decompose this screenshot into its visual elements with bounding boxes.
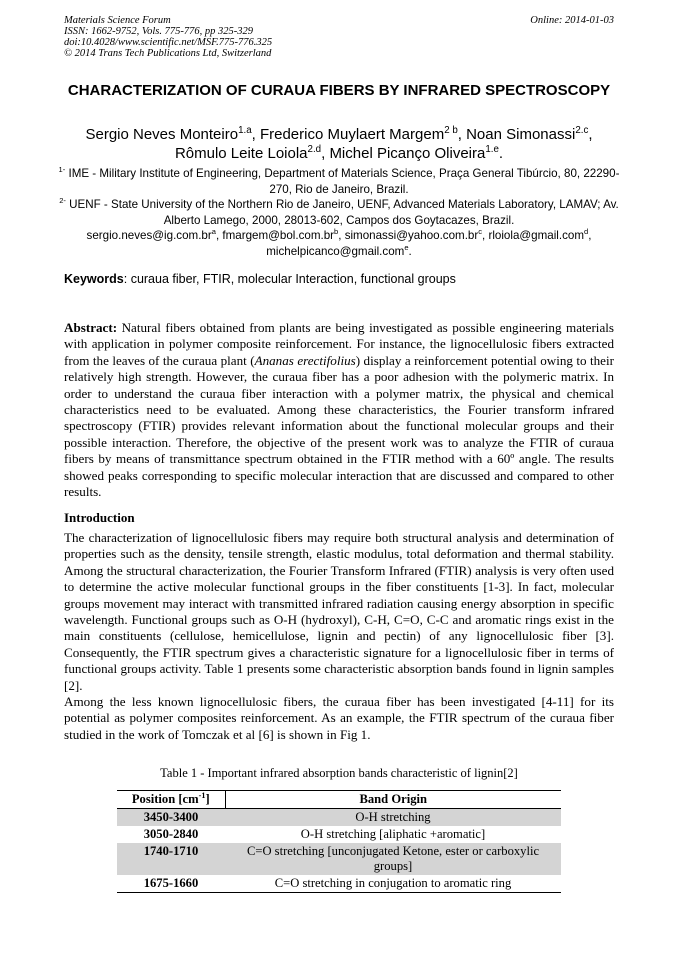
copyright: © 2014 Trans Tech Publications Ltd, Switzerland xyxy=(64,48,272,59)
email-link[interactable]: $sergio.neves@ig.com.br^a$ xyxy=(86,227,216,242)
journal-name: Materials Science Forum xyxy=(64,15,171,26)
affiliation-1: $^{1-}$ IME - Military Institute of Engineering, Department of Materials Science, Praça General Tibúrcio, 80, 22290-270, Rio de Janeiro, Brazil. xyxy=(58,165,620,196)
introduction-paragraph-2: Among the less known lignocellulosic fibers, the curaua fiber has been investigated [4-11] for its potential as polymer composites reinforcement. As an example, the FTIR spectrum of the curaua fiber studied in the work of Tomczak et al [6] is shown in Fig 1. xyxy=(64,694,614,742)
table-header-row xyxy=(117,791,561,809)
abstract: Abstract: Natural fibers obtained from plants are being investigated as possible engineering materials with application in polymer composite reinforcement. For instance, the lignocellulosic fibers extracted from the leaves of the curaua plant (Ananas erectifolius) display a reinforcement potential owing to their relatively high strength. However, the curaua fiber has a poor adhesion with the polymeric matrix. In order to understand the curaua fiber interaction with a polymer matrix, the physical and chemical characteristics need to be evaluated. Among these characteristics, the Fourier transform infrared spectroscopy (FTIR) provides relevant information about the functional molecular groups and their possible interaction. Therefore, the objective of the present work was to analyze the FTIR of curaua fibers by means of transmittance spectrum obtained in the FTIR method with a 60º angle. The results showed peaks corresponding to specific molecular interaction that are discussed and compared to other results. xyxy=(64,320,614,500)
author: Rômulo Leite Loiola$^{2.d}$, xyxy=(174,144,330,162)
table-caption: Table 1 - Important infrared absorption bands characteristic of lignin[2] xyxy=(160,766,518,780)
author: Frederico Muylaert Margem$^{2 b}$, xyxy=(259,125,467,143)
introduction-heading: Introduction xyxy=(64,510,135,525)
absorption-bands-table xyxy=(117,790,561,893)
author: Noan Simonassi$^{2.c}$, xyxy=(466,125,593,143)
paper-title: CHARACTERIZATION OF CURAUA FIBERS BY INFRARED SPECTROSCOPY xyxy=(67,82,611,99)
author: Michel Picanço Oliveira$^{1.e}$. xyxy=(329,144,504,162)
issn: ISSN: 1662-9752, Vols. 775-776, pp 325-329 xyxy=(64,26,253,37)
column-header-band-origin: Band Origin xyxy=(225,791,561,809)
affiliations xyxy=(54,166,624,259)
column-header-position: Position $[cm^{-1}]$ xyxy=(117,791,225,809)
keywords: Keywords: curaua fiber, FTIR, molecular Interaction, functional groups xyxy=(64,272,456,286)
affiliation-2: $^{2-}$ UENF - State University of the Northern Rio de Janeiro, UENF, Advanced Materials Laboratory, LAMAV; Av. Alberto Lamego, 2000, 28013-602, Campos dos Goytacazes, Brazil. xyxy=(59,196,619,227)
email-link[interactable]: $fmargem@bol.com.br^b$ xyxy=(222,227,339,242)
table-row: 3050-2840 O-H stretching [aliphatic +aromatic] xyxy=(143,827,486,841)
doi: doi:10.4028/www.scientific.net/MSF.775-776.325 xyxy=(64,37,273,48)
introduction-paragraph-1: The characterization of lignocellulosic fibers may require both structural analysis and determination of properties such as the density, tensile strength, elastic modulus, total deformation and thermal stability. Among the structural characterization, the Fourier Transform Infrared (FTIR) analysis is very often used to determine the active molecular functional groups in the fiber constituents [1-3]. In fact, molecular groups movement may interact with transmitted infrared radiation causing energy absorption in specific wavelength. Functional groups such as O-H (hydroxyl), C-H, C=O, C-C and aromatic rings exist in the main constituents (cellulose, hemicellulose, lignin and pectin) of any lignocellulosic fiber [3]. Consequently, the FTIR spectrum gives a characteristic signature for a lignocellulosic fiber in terms of functional groups activity. Table 1 presents some characteristic absorption bands found in lignin samples [2]. xyxy=(64,530,614,693)
author: Sergio Neves Monteiro$^{1.a}$, xyxy=(85,125,260,143)
emails: $sergio.neves@ig.com.br^a$, $fmargem@bol.com.br^b$, $simonassi@yahoo.com.br^c$, rloiola@gmail.com$^d$, michelpicanco@gmail.com$^e$. xyxy=(86,227,592,258)
journal-header xyxy=(64,15,272,59)
table-row: 1740-1710 C=O stretching [unconjugated Ketone, ester or carboxylic groups] xyxy=(117,843,561,875)
email-link[interactable]: $simonassi@yahoo.com.br^c$ xyxy=(344,227,483,242)
email-link[interactable]: michelpicanco@gmail.com$^e$ xyxy=(266,242,409,258)
table-row: 3450-3400 O-H stretching xyxy=(117,809,561,827)
online-date: Online: 2014-01-03 xyxy=(530,15,614,26)
author-list xyxy=(50,125,628,163)
email-link[interactable]: rloiola@gmail.com$^d$ xyxy=(488,227,589,242)
table-row: 1675-1660 C=O stretching in conjugation to aromatic ring xyxy=(143,876,512,890)
